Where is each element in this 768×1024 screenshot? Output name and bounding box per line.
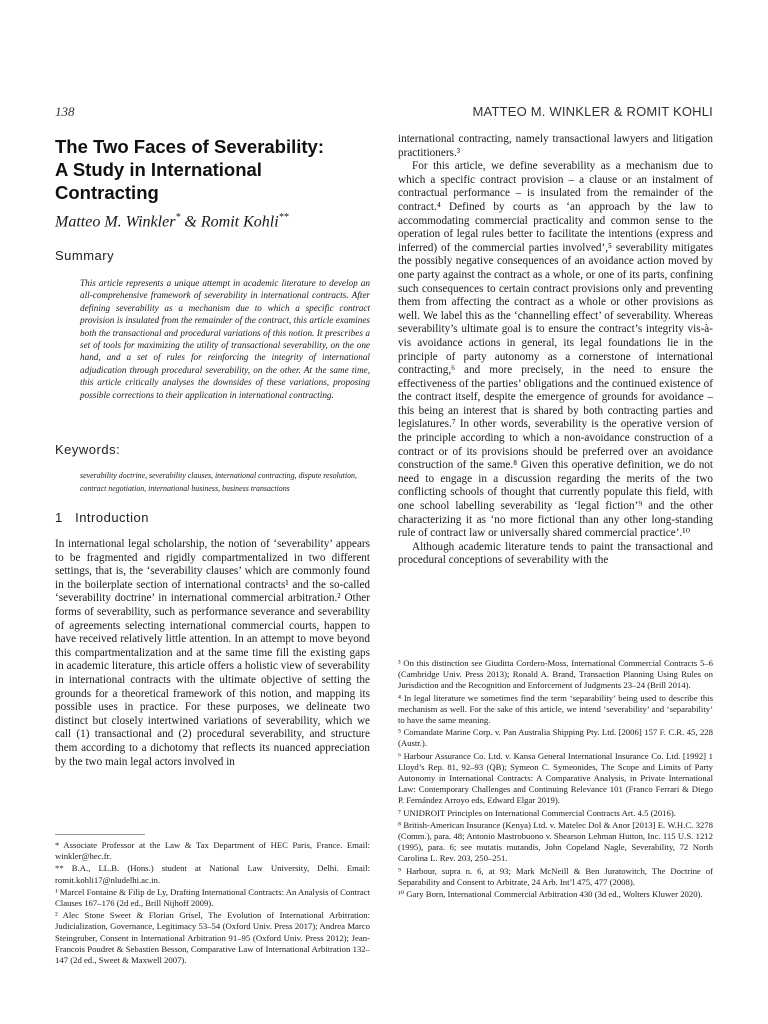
footnote: ⁴ In legal literature we sometimes find the term ‘separability’ being used to describe this mechanism as well. For the sake of this article, we intend ‘severability’ and ‘separability’ to have the same meaning. xyxy=(398,692,713,726)
paragraph: In international legal scholarship, the notion of ‘severability’ appears to be fragmented and rigidly compartmentalized in two different settings, that is, the ‘severability clauses’ which are commonly found in the boilerplate section of international contracts¹ and the so-called ‘severability doctrine’ in international commercial arbitration.² Other forms of severability, such as performance severance and severability of agreements selecting international commercial courts, happen to have received relatively little attention. In an attempt to move beyond this compartmentalization and at the same time fill the existing gaps in academic literature, this article offers a holistic view of severability in international contracts with the ultimate objective of setting the grounds for a theoretical framework of this notion, and mapping its possible uses in practice. For these purposes, we delineate two distinct but closely intertwined variations of severability, which we call (1) transactional and (2) procedural severability, and structure them according to a dichotomy that reflects its nuanced appreciation by the two main legal actors involved in xyxy=(55,538,370,768)
footnotes-right xyxy=(398,658,713,901)
summary-text: This article represents a unique attempt in academic literature to develop an all-comprehensive framework of severability in international contracts. After defining severability as a mechanism due to which a specific contract provision is insulated from the remainder of the contract, this article examines both the transactional and procedural variations of this notion. It prescribes a set of tools for maximizing the utility of transactional severability, on the one hand, and a set of rules for reinforcing the integrity of international adjudication through procedural severability, on the other. At the same time, this article critically analyses the downsides of these variations, proposing possible corrections to their application in international contracting. xyxy=(80,278,370,400)
paragraph: For this article, we define severability as a mechanism due to which a specific contract provision – a clause or an instalment of contractual performance – is insulated from the remainder of the contract.⁴ Defined by courts as ‘an approach by the law to accommodating commercial practicality and common sense to the operation of legal rules better to facilitate the intentions (express and inferred) of the commercial parties involved’,⁵ severability mitigates the possibly negative consequences of an avoidance action moved by one party against the contract as a whole, or one of its parts, confining such consequences to certain contract provisions only and preventing them from affecting the contract as a whole or other provisions as well. We label this as the ‘channelling effect’ of severability. Whereas severability’s ultimate goal is to ensure the contract’s integrity vis-à-vis avoidance actions in general, its legal foundations lie in the principle of party autonomy as a cornerstone of international contracting,⁶ and more precisely, in the need to ensure the effectiveness of the parties’ obligations and the continued existence of the contract itself, despite the emergence of grounds for avoidance – this being an interest that is shared by both contracting parties and legislatures.⁷ In other words, severability is the operative version of the principle according to which a non-avoidance construction of a contract or of its provisions should be preferred over an avoidance construction of the same.⁸ Given this operative definition, we do not need to engage in a discussion regarding the merits of the two conflicting schools of thought that currently populate this field, with one school labelling severability as ‘legal fiction’⁹ and the other characterizing it as ‘no more fictional than any other long-standing rule of contract law or universally shared commercial practice’.¹⁰ xyxy=(398,160,713,540)
footnote-rule xyxy=(55,834,145,835)
introduction-heading xyxy=(55,510,149,525)
introduction-body xyxy=(55,538,370,769)
paragraph: Although academic literature tends to paint the transactional and procedural conceptions of severability with the xyxy=(398,540,713,567)
footnote: ¹ Marcel Fontaine & Filip de Ly, Drafting International Contracts: An Analysis of Contract Clauses 167–176 (2d ed., Brill Nijhoff 2009). xyxy=(55,886,370,909)
paragraph: international contracting, namely transactional lawyers and litigation practitioners.³ xyxy=(398,133,713,159)
keywords-heading: Keywords: xyxy=(55,442,121,457)
footnote: ² Alec Stone Sweet & Florian Grisel, The Evolution of International Arbitration: Judicialization, Governance, Legitimacy 53–54 (Oxford Univ. Press 2017); Andrea Marco Steingruber, Consent in International Arbitration 91–95 (Oxford Univ. Press 2012); Jean-Francois Poudret & Sebastien Besson, Comparative Law of International Arbitration 132–147 (2d ed., Sweet & Maxwell 2007). xyxy=(55,910,370,966)
right-column-body xyxy=(398,133,713,568)
running-authors: MATTEO M. WINKLER & ROMIT KOHLI xyxy=(472,104,713,119)
footnote: ** B.A., LL.B. (Hons.) student at National Law University, Delhi. Email: romit.kohli17@nludelhi.ac.in. xyxy=(55,863,370,885)
footnote: ⁸ British-American Insurance (Kenya) Ltd. v. Matelec Dol & Anor [2013] E. W.H.C. 3278 (Comm.), para. 48; Antonio Mastrobuono v. Shearson Lehman Hutton, Inc. 115 U.S. 1212 (1995), para. 6; see mutatis mutandis, John Copeland Nagle, Severability, 72 North Carolina L. Rev. 203, 250–251. xyxy=(398,819,713,864)
title-line: A Study in International xyxy=(55,159,262,180)
footnote: ³ On this distinction see Giuditta Cordero-Moss, International Commercial Contracts 5–6 (Cambridge Univ. Press 2013); Ronald A. Brand, Transaction Planning Using Rules on Jurisdiction and the Recognition and Enforcement of Judgments 23–24 (Brill 2014). xyxy=(398,658,713,691)
footnote: ⁵ Comandate Marine Corp. v. Pan Australia Shipping Pty. Ltd. [2006] 157 F. C.R. 45, 228 (Austr.). xyxy=(398,727,713,749)
page-number: 138 xyxy=(55,104,75,119)
author-separator: & xyxy=(180,213,201,231)
footnote-mark[interactable]: * xyxy=(175,212,181,223)
article-title xyxy=(55,135,375,204)
title-line: The Two Faces of Severability: xyxy=(55,136,325,157)
footnote: ¹⁰ Gary Born, International Commercial Arbitration 430 (3d ed., Wolters Kluwer 2020). xyxy=(398,889,703,900)
author-name: Matteo M. Winkler xyxy=(55,213,176,231)
footnotes-left xyxy=(55,840,370,967)
byline xyxy=(55,212,289,231)
footnote: ⁶ Harbour Assurance Co. Ltd. v. Kansa General International Insurance Co. Ltd. [1992] 1 Lloyd’s Rep. 81, 92–93 (QB); Symeon C. Symeonides, The Scope and Limits of Party Autonomy in International Contracts: A Comparative Analysis, in Private International Law: Contemporary Challenges and Continuing Relevance 101 (Franco Ferrari & Diego P. Fernández Arroyo eds, Edward Elgar 2019). xyxy=(398,750,713,806)
section-title: Introduction xyxy=(75,510,150,525)
section-number: 1 xyxy=(55,510,63,525)
keywords-text: severability doctrine, severability clauses, international contracting, dispute resolution, contract negotiation, international business, business transactions xyxy=(80,471,357,493)
running-head xyxy=(55,104,713,124)
footnote: ⁹ Harbour, supra n. 6, at 93; Mark McNeill & Ben Juratowitch, The Doctrine of Separability and Consent to Arbitrate, 24 Arb. Int’l 475, 477 (2008). xyxy=(398,865,713,887)
footnote: * Associate Professor at the Law & Tax Department of HEC Paris, France. Email: winkler@hec.fr. xyxy=(55,840,370,862)
summary-heading: Summary xyxy=(55,248,115,263)
footnote: ⁷ UNIDROIT Principles on International Commercial Contracts Art. 4.5 (2016). xyxy=(398,807,676,818)
footnote-mark[interactable]: ** xyxy=(278,212,289,223)
title-line: Contracting xyxy=(55,182,159,203)
author-name: Romit Kohli xyxy=(200,213,279,231)
